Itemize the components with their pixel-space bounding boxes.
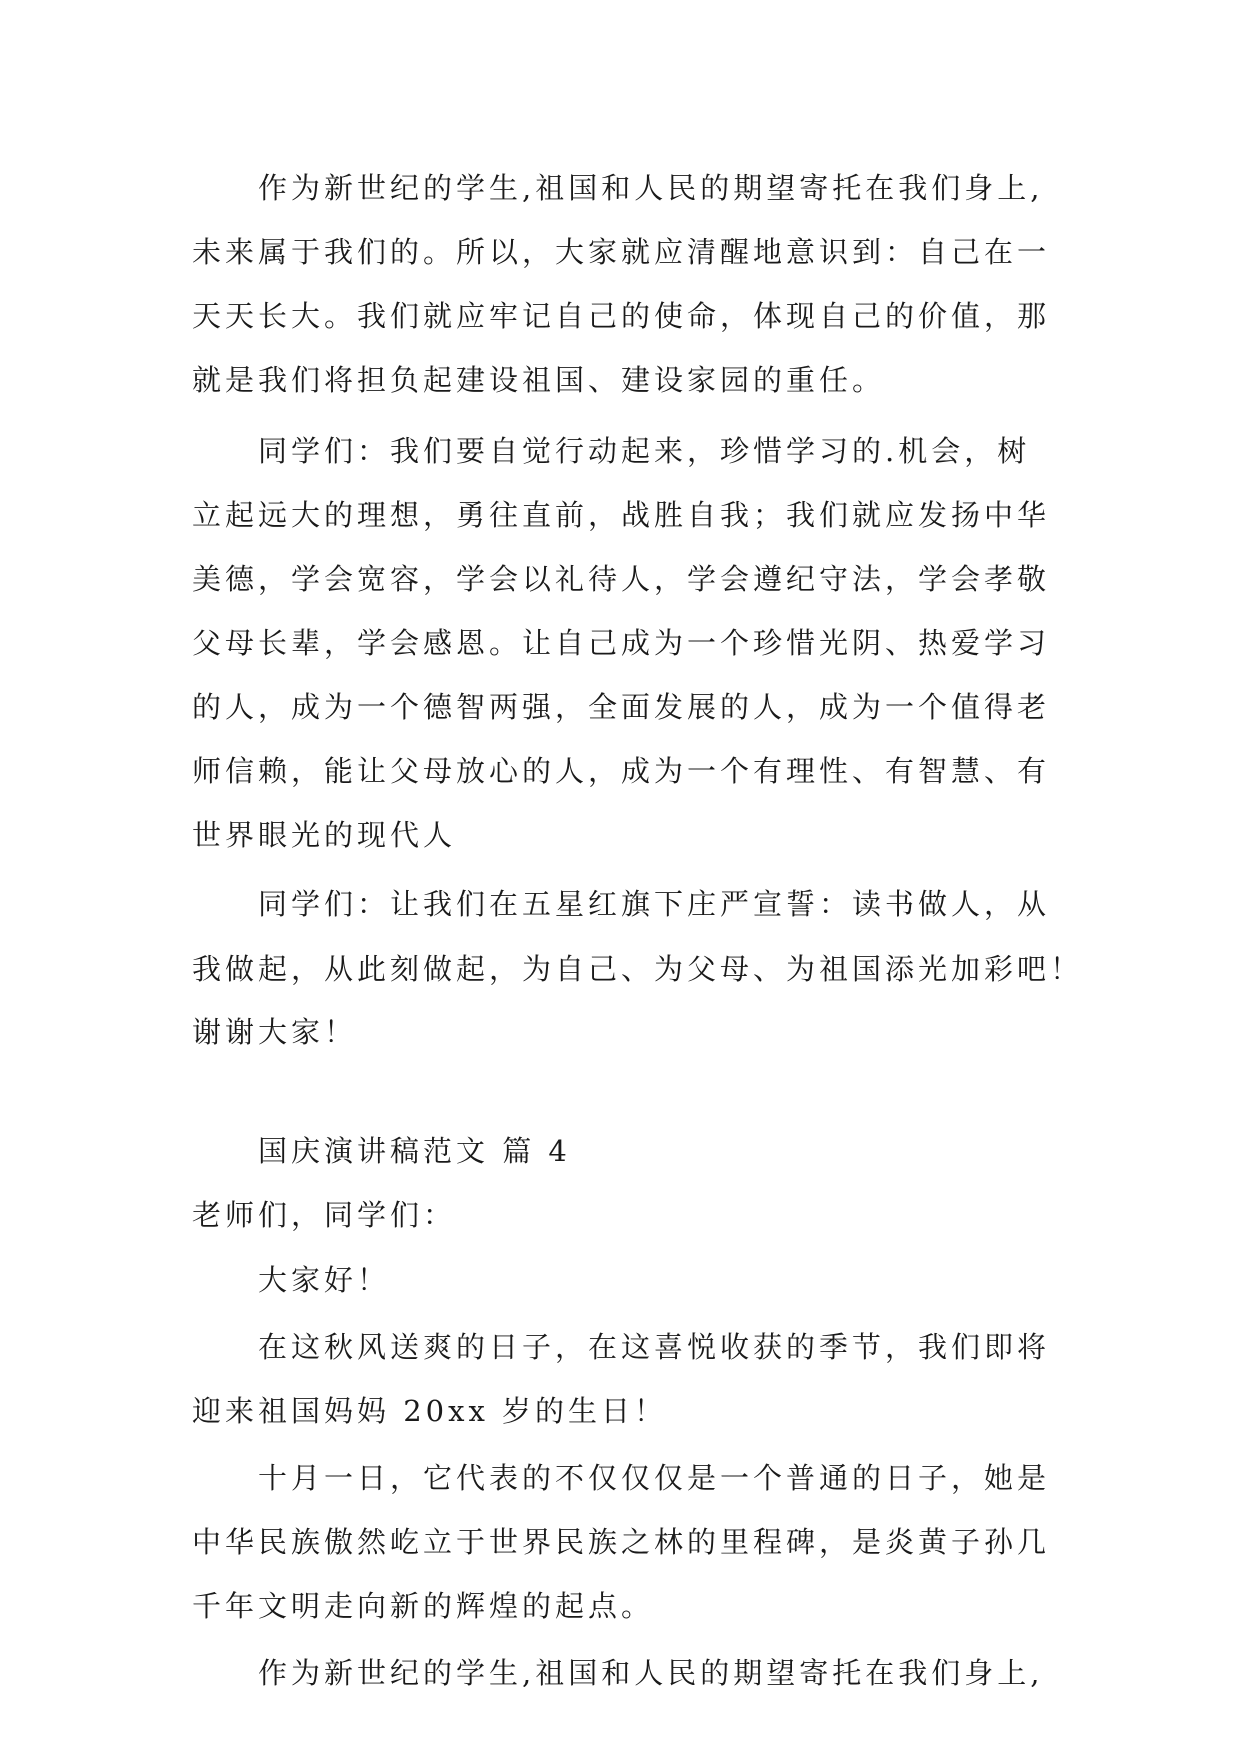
paragraph-line: 的人，成为一个德智两强，全面发展的人，成为一个值得老 <box>192 690 1051 724</box>
paragraph-line: 同学们：我们要自觉行动起来，珍惜学习的.机会，树 <box>258 434 1031 468</box>
paragraph-line: 同学们：让我们在五星红旗下庄严宣誓：读书做人，从 <box>258 887 1051 921</box>
paragraph-line: 在这秋风送爽的日子，在这喜悦收获的季节，我们即将 <box>258 1330 1051 1364</box>
paragraph-line: 谢谢大家！ <box>192 1015 358 1049</box>
salutation-line: 老师们，同学们： <box>192 1198 457 1232</box>
paragraph-line: 作为新世纪的学生,祖国和人民的期望寄托在我们身上, <box>258 1656 1044 1690</box>
paragraph-line: 我做起，从此刻做起，为自己、为父母、为祖国添光加彩吧！ <box>192 952 1084 986</box>
paragraph-line: 世界眼光的现代人 <box>192 818 457 852</box>
paragraph-line: 迎来祖国妈妈 20xx 岁的生日！ <box>192 1394 668 1428</box>
paragraph-line: 十月一日，它代表的不仅仅仅是一个普通的日子，她是 <box>258 1461 1051 1495</box>
paragraph-line: 师信赖，能让父母放心的人，成为一个有理性、有智慧、有 <box>192 754 1051 788</box>
paragraph-line: 美德，学会宽容，学会以礼待人，学会遵纪守法，学会孝敬 <box>192 562 1051 596</box>
paragraph-line: 立起远大的理想，勇往直前，战胜自我；我们就应发扬中华 <box>192 498 1051 532</box>
paragraph-line: 就是我们将担负起建设祖国、建设家园的重任。 <box>192 363 886 397</box>
paragraph-line: 未来属于我们的。所以，大家就应清醒地意识到：自己在一 <box>192 235 1051 269</box>
paragraph-line: 天天长大。我们就应牢记自己的使命，体现自己的价值，那 <box>192 299 1051 333</box>
greeting-line: 大家好！ <box>258 1263 391 1297</box>
paragraph-line: 父母长辈，学会感恩。让自己成为一个珍惜光阴、热爱学习 <box>192 626 1051 660</box>
section-heading: 国庆演讲稿范文 篇 4 <box>258 1134 571 1168</box>
paragraph-line: 作为新世纪的学生,祖国和人民的期望寄托在我们身上, <box>258 171 1044 205</box>
paragraph-line: 千年文明走向新的辉煌的起点。 <box>192 1589 655 1623</box>
paragraph-line: 中华民族傲然屹立于世界民族之林的里程碑，是炎黄子孙几 <box>192 1525 1051 1559</box>
